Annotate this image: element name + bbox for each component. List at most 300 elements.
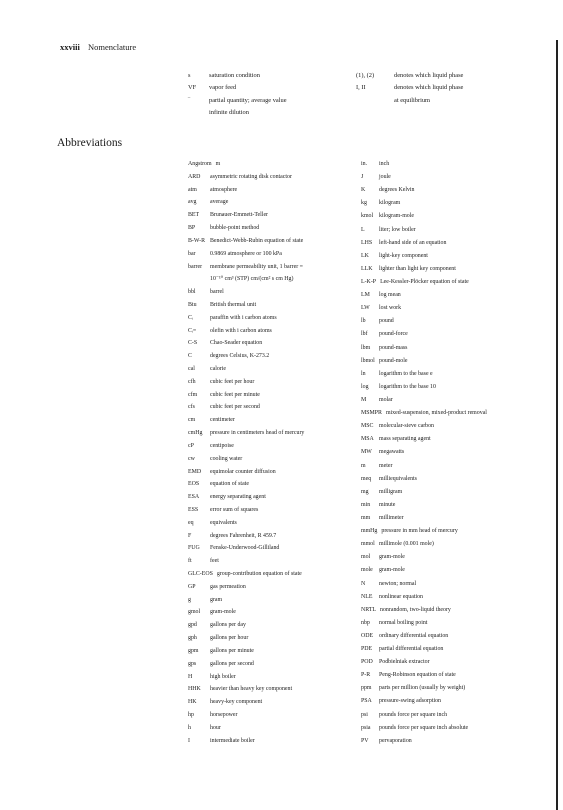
- subscript-row: [356, 70, 531, 82]
- abbreviation-entry: [361, 420, 551, 433]
- abbreviation-term: m: [361, 462, 366, 469]
- subscript-symbol: VF: [188, 84, 197, 92]
- abbreviation-entry: [188, 683, 358, 696]
- abbreviation-meaning: pressure in centimeters head of mercury: [210, 430, 305, 437]
- abbreviation-meaning: kilogram: [379, 200, 401, 207]
- abbreviation-term: ppm: [361, 685, 372, 692]
- abbreviation-term: MSA: [361, 436, 374, 443]
- abbreviation-entry: [361, 578, 551, 591]
- abbreviation-term: C: [188, 353, 192, 360]
- abbreviation-meaning: Brunauer-Emmett-Teller: [210, 212, 269, 219]
- abbreviation-entry: [188, 440, 358, 453]
- abbreviation-term: HHK: [188, 686, 201, 693]
- abbreviation-term: N: [361, 580, 366, 587]
- abbreviation-entry: [361, 512, 551, 525]
- abbreviation-term: cal: [188, 366, 195, 372]
- subscript-meaning: saturation condition: [209, 72, 260, 79]
- abbreviation-meaning: nonlinear equation: [379, 593, 424, 600]
- abbreviation-meaning: millimeter: [379, 514, 404, 521]
- abbreviation-entry: [188, 594, 358, 607]
- abbreviation-term: L: [361, 226, 365, 233]
- abbreviation-meaning: pounds force per square inch: [379, 711, 448, 718]
- abbreviation-meaning: average: [210, 199, 229, 206]
- abbreviation-term: LLK: [361, 265, 373, 272]
- abbreviation-entry: [188, 401, 358, 414]
- abbreviation-entry: [188, 363, 358, 376]
- abbreviation-term: psi: [361, 711, 368, 718]
- abbreviation-term: psia: [361, 724, 371, 731]
- abbreviation-entry: [188, 453, 358, 466]
- abbreviation-meaning: British thermal unit: [210, 301, 257, 308]
- abbreviation-meaning: Podbielniak extractor: [379, 659, 430, 666]
- abbreviation-term: PDE: [361, 646, 373, 653]
- abbreviation-term: M: [361, 396, 367, 403]
- abbreviation-entry: [361, 682, 551, 695]
- abbreviation-term: K: [361, 187, 366, 194]
- subscript-symbol: ‾: [188, 96, 191, 104]
- abbreviation-entry: [188, 209, 358, 222]
- abbreviation-entry: [188, 671, 358, 684]
- subscript-row: [356, 82, 531, 94]
- abbreviation-term: MSMPR: [361, 410, 382, 417]
- abbreviation-entry: [361, 735, 551, 748]
- abbreviation-entry: [361, 250, 551, 263]
- abbreviation-term: gph: [188, 635, 197, 642]
- abbreviation-entry: [361, 237, 551, 250]
- abbreviation-entry: [361, 473, 551, 486]
- abbreviation-meaning: millimole (0.001 mole): [379, 541, 434, 548]
- abbreviation-entry: [361, 564, 551, 577]
- abbreviation-meaning: Chao-Seader equation: [210, 340, 263, 347]
- abbreviation-term: mmHg: [361, 528, 378, 535]
- abbreviation-entry: [188, 735, 358, 748]
- abbreviation-meaning: gram-mole: [210, 609, 236, 616]
- abbreviation-meaning: pound: [379, 318, 394, 325]
- subscripts-right-column: [356, 70, 531, 107]
- abbreviation-entry: [361, 551, 551, 564]
- abbreviation-meaning: asymmetric rotating disk contactor: [210, 173, 292, 180]
- abbreviation-meaning: pound-force: [379, 331, 408, 338]
- abbreviation-entry: [361, 171, 551, 184]
- abbreviation-entry: [361, 643, 551, 656]
- abbreviation-meaning: parts per million (usually by weight): [379, 685, 466, 692]
- abbreviation-term: bar: [188, 250, 196, 257]
- abbreviation-meaning: meter: [379, 462, 393, 469]
- abbreviation-term: PV: [361, 737, 369, 744]
- abbreviation-entry: [361, 394, 551, 407]
- abbreviation-entry: [188, 325, 358, 338]
- abbreviation-term: gpd: [188, 622, 197, 629]
- abbreviation-meaning: bubble-point method: [210, 225, 260, 232]
- abbreviation-meaning: cooling water: [210, 455, 243, 462]
- abbreviation-term: B-W-R: [188, 237, 206, 244]
- abbreviation-meaning: centipoise: [210, 442, 234, 449]
- abbreviation-entry: [361, 499, 551, 512]
- abbreviation-entry: [361, 407, 551, 420]
- abbreviation-entry: [188, 235, 358, 248]
- abbreviation-term: ESA: [188, 494, 200, 501]
- abbreviation-term: LK: [361, 252, 369, 259]
- abbreviation-entry: [361, 224, 551, 237]
- abbreviation-entry: [188, 568, 358, 581]
- abbreviation-entry: [188, 248, 358, 261]
- abbreviation-meaning: ordinary differential equation: [379, 632, 449, 639]
- abbreviations-left-column: [188, 158, 358, 747]
- abbreviation-entry: [188, 581, 358, 594]
- abbreviation-entry: [361, 525, 551, 538]
- abbreviation-entry: [188, 158, 358, 171]
- abbreviation-meaning: Benedict-Webb-Rubin equation of state: [210, 237, 304, 244]
- abbreviation-meaning: left-hand side of an equation: [379, 239, 447, 246]
- abbreviation-term: lbmol: [361, 357, 375, 364]
- abbreviation-entry: [188, 184, 358, 197]
- subscript-meaning: partial quantity; average value: [209, 96, 287, 104]
- abbreviation-meaning: gallons per hour: [210, 635, 249, 642]
- abbreviation-entry: [188, 261, 358, 274]
- abbreviation-term: hp: [188, 711, 194, 718]
- abbreviation-term: gmol: [188, 609, 201, 616]
- abbreviation-meaning: logarithm to the base e: [379, 370, 433, 377]
- abbreviation-term: lbf: [361, 331, 368, 338]
- abbreviation-term: nbp: [361, 619, 370, 626]
- abbreviation-meaning: pound-mole: [379, 357, 408, 364]
- abbreviation-entry: [361, 289, 551, 302]
- abbreviation-term: L-K-P: [361, 278, 377, 285]
- abbreviation-meaning: heavier than heavy key component: [210, 686, 293, 693]
- abbreviation-entry: [361, 591, 551, 604]
- subscript-row: [356, 95, 531, 107]
- abbreviation-entry: [361, 669, 551, 682]
- abbreviation-entry: [188, 389, 358, 402]
- abbreviation-meaning: cubic feet per hour: [210, 378, 255, 385]
- abbreviation-entry: [188, 606, 358, 619]
- abbreviation-meaning: gas permeation: [210, 583, 246, 590]
- abbreviation-meaning: gallons per day: [210, 622, 246, 629]
- abbreviation-entry: [361, 302, 551, 315]
- abbreviation-entry: [361, 355, 551, 368]
- abbreviation-entry: [188, 196, 358, 209]
- abbreviation-meaning: normal boiling point: [379, 619, 428, 626]
- abbreviation-term: J: [361, 174, 364, 181]
- abbreviation-meaning: centimeter: [210, 417, 235, 424]
- abbreviation-meaning: equimolar counter diffusion: [210, 468, 276, 475]
- subscripts-left-column: [188, 70, 353, 119]
- abbreviation-entry: [361, 486, 551, 499]
- abbreviation-entry: [361, 210, 551, 223]
- abbreviation-meaning: pound-mass: [379, 344, 408, 351]
- abbreviation-entry: [361, 630, 551, 643]
- abbreviation-meaning: molecular-sieve carbon: [379, 423, 434, 430]
- abbreviation-term: gps: [188, 660, 197, 667]
- abbreviation-term: NLE: [361, 593, 373, 600]
- abbreviation-entry: [361, 276, 551, 289]
- abbreviation-term: NRTL: [361, 606, 377, 613]
- abbreviation-entry: [188, 517, 358, 530]
- abbreviation-meaning: equivalents: [210, 519, 237, 526]
- abbreviation-entry: [188, 542, 358, 555]
- subscript-row: [188, 95, 353, 107]
- abbreviation-term: mol: [361, 554, 371, 561]
- abbreviation-meaning: minute: [379, 501, 396, 508]
- abbreviation-entry: [361, 695, 551, 708]
- abbreviation-meaning: logarithm to the base 10: [379, 383, 436, 390]
- abbreviation-meaning: pressure in mm head of mercury: [381, 528, 458, 535]
- abbreviation-meaning: liter; low boiler: [379, 226, 416, 233]
- abbreviation-meaning: gallons per second: [210, 660, 254, 667]
- running-head: [60, 42, 136, 52]
- abbreviation-term: cP: [188, 442, 194, 449]
- abbreviation-entry: [361, 433, 551, 446]
- abbreviation-meaning: group-contribution equation of state: [216, 571, 302, 577]
- abbreviation-entry: [188, 504, 358, 517]
- abbreviation-entry: [361, 184, 551, 197]
- abbreviation-meaning: milliequivalents: [379, 475, 417, 482]
- abbreviation-meaning: gallons per minute: [210, 647, 254, 654]
- abbreviation-meaning: mixed-suspension, mixed-product removal: [385, 410, 487, 417]
- abbreviation-entry: [188, 658, 358, 671]
- abbreviation-meaning: Fenske-Underwood-Gilliland: [210, 545, 280, 552]
- abbreviation-meaning: gram-mole: [379, 567, 405, 574]
- subscript-meaning: infinite dilution: [209, 108, 249, 116]
- subscript-row: [188, 70, 353, 82]
- abbreviation-meaning: cubic feet per minute: [210, 391, 260, 398]
- abbreviation-term: cfs: [188, 404, 195, 411]
- abbreviation-term: ODE: [361, 632, 374, 639]
- abbreviation-entry: [361, 722, 551, 735]
- abbreviation-meaning: light-key component: [379, 252, 428, 259]
- abbreviation-term: lbm: [361, 344, 371, 351]
- abbreviation-entry: [188, 299, 358, 312]
- abbreviation-entry: [188, 376, 358, 389]
- abbreviation-meaning: cubic feet per second: [210, 404, 260, 411]
- abbreviation-term: ARD: [188, 173, 201, 180]
- abbreviation-term: avg: [188, 199, 197, 206]
- abbreviation-term: g: [188, 596, 191, 603]
- abbreviation-entry: [188, 312, 358, 325]
- abbreviation-entry: [361, 315, 551, 328]
- running-head-title: Nomenclature: [87, 42, 137, 52]
- abbreviation-term: barrer: [188, 263, 203, 270]
- abbreviation-term: GP: [188, 583, 196, 590]
- abbreviation-meaning: pounds force per square inch absolute: [379, 724, 469, 731]
- abbreviation-meaning: horsepower: [210, 711, 238, 718]
- abbreviation-entry: [361, 460, 551, 473]
- abbreviation-meaning: inch: [379, 161, 390, 167]
- abbreviation-term: ln: [361, 370, 366, 377]
- abbreviation-entry: [188, 478, 358, 491]
- abbreviation-term: mg: [361, 488, 369, 495]
- abbreviation-meaning: high boiler: [210, 673, 236, 680]
- abbreviation-meaning: lighter than light key component: [379, 265, 456, 272]
- abbreviation-entry: [361, 368, 551, 381]
- abbreviation-entry: [188, 619, 358, 632]
- abbreviation-term: BET: [188, 212, 200, 219]
- abbreviation-term: cw: [188, 455, 195, 462]
- abbreviation-entry: [361, 538, 551, 551]
- abbreviation-term: HK: [188, 699, 197, 706]
- abbreviation-entry: [188, 555, 358, 568]
- abbreviation-entry: [361, 197, 551, 210]
- abbreviation-meaning: 10⁻¹⁰ cm³ (STP) cm/(cm² s cm Hg): [210, 276, 294, 283]
- abbreviation-term: Cᵢ: [188, 314, 193, 321]
- abbreviation-term: eq: [188, 519, 194, 526]
- abbreviation-meaning: degrees Celsius, K-273.2: [210, 353, 270, 360]
- abbreviation-meaning: paraffin with i carbon atoms: [210, 314, 277, 321]
- abbreviation-meaning: Lee-Kessler-Plöcker equation of state: [380, 278, 469, 285]
- abbreviation-term: log: [361, 383, 369, 390]
- abbreviation-meaning: partial differential equation: [379, 646, 444, 653]
- abbreviation-term: LM: [361, 292, 370, 299]
- abbreviation-term: POD: [361, 659, 373, 666]
- abbreviation-term: GLC-EOS: [188, 571, 213, 577]
- abbreviation-entry: [361, 617, 551, 630]
- abbreviation-term: H: [188, 673, 193, 680]
- abbreviation-meaning: olefin with i carbon atoms: [210, 327, 272, 334]
- abbreviation-entry: [188, 414, 358, 427]
- abbreviation-meaning: barrel: [210, 289, 224, 296]
- abbreviation-entry: [188, 337, 358, 350]
- abbreviation-entry: [188, 709, 358, 722]
- abbreviation-term: kmol: [361, 213, 374, 220]
- abbreviation-meaning: gram-mole: [379, 554, 405, 561]
- abbreviation-meaning: atmosphere: [210, 186, 238, 193]
- abbreviation-entry: [361, 446, 551, 459]
- abbreviation-term: cfm: [188, 391, 198, 398]
- abbreviation-meaning: calorie: [210, 366, 227, 372]
- abbreviation-meaning: error sum of squares: [210, 506, 259, 513]
- subscript-symbol: (1), (2): [356, 72, 375, 79]
- page-number: xxviii: [60, 42, 80, 52]
- abbreviation-meaning: mass separating agent: [379, 436, 431, 443]
- abbreviation-entry: [361, 709, 551, 722]
- abbreviation-term: EOS: [188, 481, 200, 488]
- abbreviation-meaning: membrane permeability unit, 1 barrer =: [210, 263, 303, 270]
- subscript-symbol: s: [188, 72, 191, 79]
- abbreviation-meaning: kilogram-mole: [379, 213, 415, 220]
- abbreviations-right-column: [361, 158, 551, 748]
- abbreviation-term: gpm: [188, 647, 199, 654]
- abbreviation-meaning: heavy-key component: [210, 699, 263, 706]
- abbreviation-entry: [188, 466, 358, 479]
- abbreviation-entry: [188, 645, 358, 658]
- abbreviation-entry: [188, 696, 358, 709]
- abbreviation-term: ESS: [188, 506, 199, 513]
- abbreviation-term: EMD: [188, 468, 202, 475]
- subscript-meaning: at equilibrium: [394, 96, 431, 104]
- abbreviation-term: BP: [188, 225, 196, 232]
- abbreviation-entry: [188, 722, 358, 735]
- abbreviation-term: ft: [188, 558, 192, 565]
- abbreviation-meaning: hour: [210, 724, 221, 731]
- abbreviation-term: Cᵢ=: [188, 327, 197, 334]
- subscript-meaning: denotes which liquid phase: [394, 84, 464, 92]
- abbreviation-entry: [361, 656, 551, 669]
- abbreviation-term: Btu: [188, 301, 197, 308]
- abbreviation-meaning: Peng-Robinson equation of state: [379, 672, 456, 679]
- abbreviation-term: lb: [361, 318, 366, 325]
- abbreviation-entry: [188, 286, 358, 299]
- abbreviation-term: cfh: [188, 378, 196, 385]
- abbreviation-entry: [188, 222, 358, 235]
- abbreviation-meaning: 0.9869 atmosphere or 100 kPa: [210, 250, 282, 257]
- abbreviation-entry: [188, 273, 358, 286]
- abbreviation-entry: [188, 427, 358, 440]
- abbreviation-entry: [361, 263, 551, 276]
- abbreviation-term: LHS: [361, 239, 373, 246]
- abbreviation-entry: [361, 328, 551, 341]
- abbreviation-meaning: degrees Fahrenheit, R 459.7: [210, 532, 277, 539]
- abbreviation-term: cm: [188, 417, 196, 424]
- abbreviation-meaning: pressure-swing adsorption: [379, 698, 442, 705]
- abbreviation-term: PSA: [361, 698, 372, 705]
- abbreviation-term: mmol: [361, 541, 375, 548]
- abbreviation-term: h: [188, 724, 191, 731]
- abbreviation-entry: [361, 342, 551, 355]
- abbreviation-meaning: newton; normal: [379, 580, 417, 587]
- abbreviation-entry: [361, 604, 551, 617]
- abbreviation-meaning: log mean: [379, 292, 401, 299]
- abbreviation-entry: [188, 530, 358, 543]
- abbreviation-term: MW: [361, 449, 372, 456]
- abbreviation-term: F: [188, 532, 192, 539]
- abbreviation-term: mole: [361, 567, 373, 574]
- abbreviation-meaning: joule: [379, 174, 391, 181]
- abbreviation-entry: [188, 632, 358, 645]
- abbreviation-term: atm: [188, 186, 197, 193]
- abbreviation-meaning: molar: [379, 396, 393, 403]
- subscript-meaning: vapor feed: [209, 84, 237, 92]
- abbreviation-term: in.: [361, 161, 368, 167]
- abbreviation-term: kg: [361, 200, 367, 207]
- abbreviation-meaning: energy separating agent: [210, 494, 266, 501]
- abbreviation-meaning: equation of state: [210, 481, 249, 488]
- section-heading: Abbreviations: [57, 137, 123, 149]
- abbreviation-term: mm: [361, 514, 371, 521]
- abbreviation-term: C-S: [188, 340, 198, 347]
- abbreviation-term: LW: [361, 305, 370, 312]
- abbreviation-term: cmHg: [188, 430, 203, 437]
- abbreviation-meaning: milligram: [379, 488, 403, 495]
- abbreviation-meaning: degrees Kelvin: [379, 187, 415, 194]
- abbreviation-term: I: [188, 737, 190, 744]
- abbreviation-meaning: gram: [210, 596, 223, 603]
- abbreviation-meaning: megawatts: [379, 449, 405, 456]
- abbreviation-meaning: pervaporation: [379, 737, 412, 744]
- abbreviation-term: meq: [361, 475, 372, 482]
- abbreviation-entry: [188, 171, 358, 184]
- subscript-row: [188, 82, 353, 94]
- abbreviation-entry: [188, 350, 358, 363]
- subscript-symbol: I, II: [356, 84, 366, 92]
- abbreviation-term: Angstrom: [188, 161, 212, 167]
- page-edge-line: [556, 40, 558, 810]
- abbreviation-term: MSC: [361, 423, 374, 430]
- abbreviation-entry: [188, 491, 358, 504]
- abbreviation-term: P-R: [361, 672, 371, 679]
- abbreviation-term: bbl: [188, 289, 196, 296]
- subscript-row: [188, 107, 353, 119]
- abbreviation-meaning: feet: [210, 558, 219, 565]
- abbreviation-meaning: intermediate boiler: [210, 737, 255, 744]
- abbreviation-term: min: [361, 501, 371, 508]
- abbreviation-entry: [361, 158, 551, 171]
- abbreviation-meaning: nonrandom, two-liquid theory: [380, 606, 451, 613]
- abbreviation-entry: [361, 381, 551, 394]
- abbreviation-meaning: m: [215, 161, 221, 167]
- abbreviation-meaning: lost work: [379, 305, 402, 312]
- abbreviation-term: FUG: [188, 545, 200, 552]
- subscript-meaning: denotes which liquid phase: [394, 72, 464, 79]
